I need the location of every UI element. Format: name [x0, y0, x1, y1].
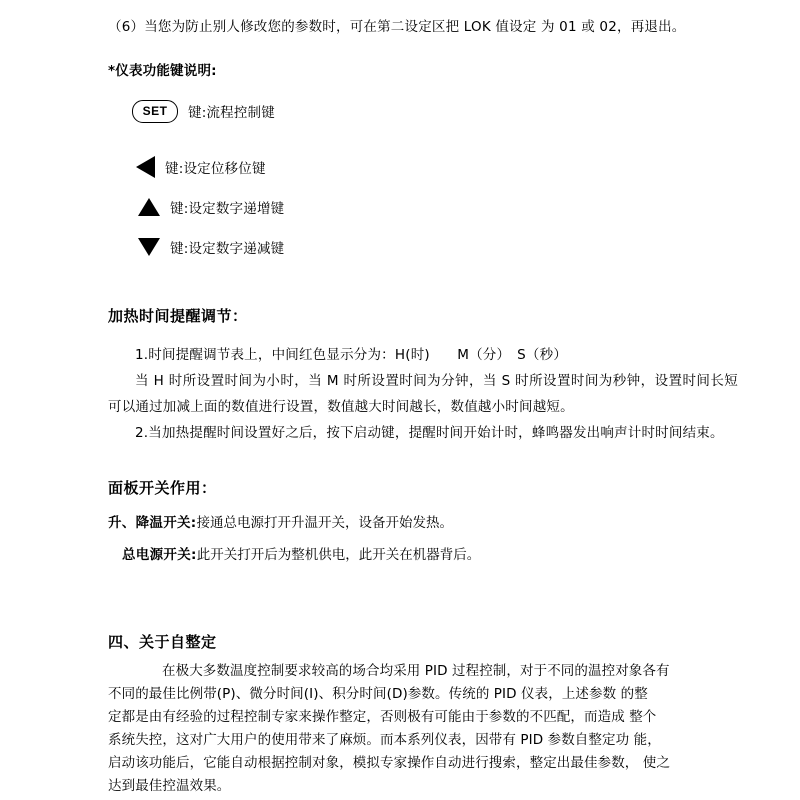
heading-panel-switch: 面板开关作用：	[108, 479, 217, 497]
paragraph-heat-time-1: 1.时间提醒调节表上，中间红色显示分为：H(时) M（分） S（秒）	[135, 347, 568, 363]
set-key-icon: SET	[132, 100, 178, 123]
function-key-heading: *仪表功能键说明:	[108, 63, 217, 79]
heading-auto-tune: 四、关于自整定	[108, 633, 217, 651]
key-legend-label: 键:设定数字递增键	[170, 201, 285, 217]
panel-row-text: 此开关打开后为整机供电，此开关在机器背后。	[196, 547, 481, 563]
spacer	[108, 500, 738, 510]
auto-tune-line: 启动该功能后，它能自动根据控制对象，模拟专家操作自动进行搜索，整定出最佳参数， 使之	[108, 755, 670, 771]
paragraph-heat-time-3: 2.当加热提醒时间设置好之后，按下启动键，提醒时间开始计时，蜂鸣器发出响声计时时间结束。	[135, 425, 724, 441]
auto-tune-line: 在极大多数温度控制要求较高的场合均采用 PID 过程控制，对于不同的温控对象各有	[162, 663, 670, 679]
spacer	[108, 608, 738, 630]
panel-row-lead: 升、降温开关:	[108, 515, 197, 531]
key-legend-label: 键:设定位移位键	[165, 161, 266, 177]
panel-row-lead: 总电源开关:	[122, 547, 197, 563]
panel-row-heating-switch	[108, 510, 738, 536]
panel-row-text: 接通总电源打开升温开关，设备开始发热。	[196, 515, 453, 531]
key-legend-down	[108, 230, 738, 264]
spacer	[108, 568, 738, 608]
key-legend-left	[108, 150, 738, 184]
auto-tune-line: 系统失控，这对广大用户的使用带来了麻烦。而本系列仪表，因带有 PID 参数自整定功 能，	[108, 732, 661, 748]
paragraph-auto-tune	[108, 660, 738, 798]
paragraph-item-6: （6）当您为防止别人修改您的参数时，可在第二设定区把 LOK 值设定 为 01 或 02，再退出。	[108, 19, 686, 35]
triangle-up-icon	[138, 198, 160, 216]
key-legend-up	[108, 190, 738, 224]
spacer	[108, 264, 738, 304]
spacer	[108, 40, 738, 58]
auto-tune-line: 不同的最佳比例带(P)、微分时间(I)、积分时间(D)参数。传统的 PID 仪表，上述参数 的整	[108, 686, 648, 702]
paragraph-heat-time-2: 当 H 时所设置时间为小时，当 M 时所设置时间为分钟，当 S 时所设置时间为秒钟，设置时间长短可以通过加减上面的数值进行设置，数值越大时间越长，数值越小时间越短。	[108, 373, 738, 415]
spacer	[108, 128, 738, 150]
auto-tune-line: 达到最佳控温效果。	[108, 778, 231, 794]
heading-heat-time: 加热时间提醒调节：	[108, 307, 248, 325]
auto-tune-line: 定都是由有经验的过程控制专家来操作整定，否则极有可能由于参数的不匹配，而造成 整个	[108, 709, 657, 725]
spacer	[108, 84, 738, 94]
panel-row-main-power-switch	[108, 542, 738, 568]
spacer	[108, 328, 738, 342]
spacer	[108, 446, 738, 476]
key-legend-set	[108, 94, 738, 128]
triangle-left-icon	[136, 156, 155, 178]
triangle-down-icon	[138, 238, 160, 256]
key-legend-label: 键:设定数字递减键	[170, 241, 285, 257]
key-legend-label: 键:流程控制键	[188, 105, 275, 121]
